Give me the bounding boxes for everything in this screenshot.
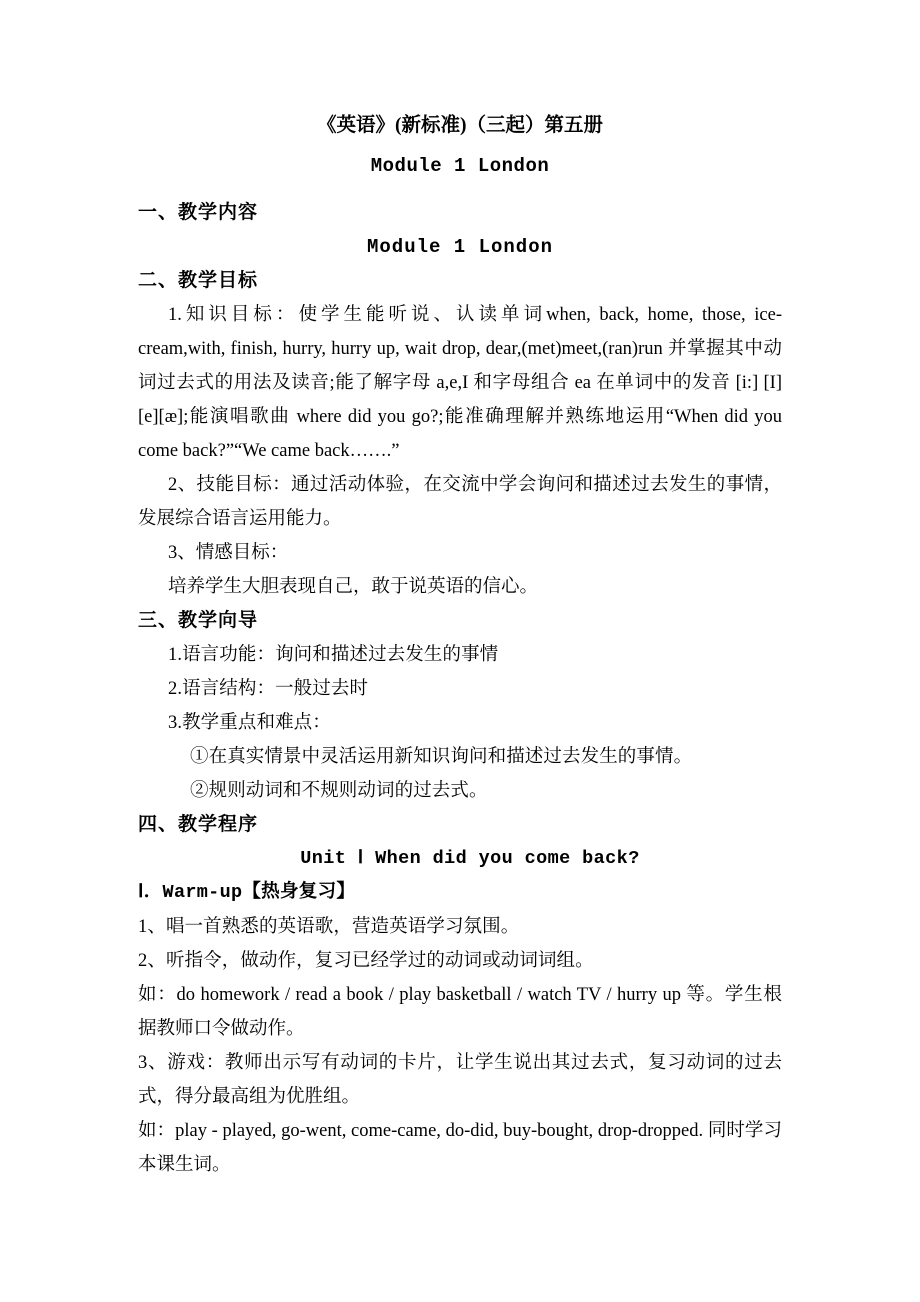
- warmup-step-2-example: 如：do homework / read a book / play basketball / watch TV / hurry up 等。学生根据教师口令做动作。: [138, 985, 782, 1039]
- document-content: [138, 106, 782, 1182]
- warmup-heading: Ⅰ．Warm-up【热身复习】: [138, 882, 356, 903]
- section-heading-teaching-objectives: 二、教学目标: [138, 270, 259, 291]
- objective-emotion-body: 培养学生大胆表现自己，敢于说英语的信心。: [168, 577, 539, 597]
- guide-item-language-structure: 2.语言结构：一般过去时: [168, 679, 369, 699]
- guide-item-language-function: 1.语言功能：询问和描述过去发生的事情: [168, 645, 499, 665]
- spacer: [138, 186, 782, 196]
- guide-item-key-difficult-points: 3.教学重点和难点：: [168, 713, 331, 733]
- objective-skill: 2、技能目标：通过活动体验，在交流中学会询问和描述过去发生的事情，发展综合语言运用能力。: [138, 475, 782, 529]
- warmup-step-3-example: 如：play - played, go-went, come-came, do-did, buy-bought, drop-dropped. 同时学习本课生词。: [138, 1121, 782, 1175]
- section-heading-teaching-guide: 三、教学向导: [138, 610, 259, 631]
- unit-title: Unit Ⅰ When did you come back?: [300, 848, 640, 869]
- section-heading-teaching-content: 一、教学内容: [138, 202, 259, 223]
- section-heading-teaching-procedure: 四、教学程序: [138, 814, 259, 835]
- module-title-line: Module 1 London: [366, 236, 554, 258]
- warmup-step-1: 1、唱一首熟悉的英语歌，营造英语学习氛围。: [138, 917, 520, 937]
- guide-subitem-1: ①在真实情景中灵活运用新知识询问和描述过去发生的事情。: [190, 747, 693, 767]
- document-title: 《英语》(新标准)（三起）第五册: [317, 115, 603, 136]
- objective-knowledge: 1.知识目标：使学生能听说、认读单词when, back, home, those, ice-cream,with, finish, hurry, hurry up, wait drop, dear,(met)meet,(ran)run 并掌握其中动词过去式的用法及读音;能了解字母 a,e,I 和字母组合 ea 在单词中的发音 [i:] [I] [e][æ];能演唱歌曲 where did you go?;能准确理解并熟练地运用“When did you come back?”“We came back…….”: [138, 305, 782, 461]
- warmup-step-3: 3、游戏：教师出示写有动词的卡片，让学生说出其过去式，复习动词的过去式，得分最高组为优胜组。: [138, 1053, 782, 1107]
- guide-subitem-2: ②规则动词和不规则动词的过去式。: [190, 781, 488, 801]
- warmup-step-2: 2、听指令，做动作，复习已经学过的动词或动词词组。: [138, 951, 594, 971]
- objective-emotion-title: 3、情感目标：: [168, 543, 289, 563]
- document-subtitle: Module 1 London: [370, 155, 550, 177]
